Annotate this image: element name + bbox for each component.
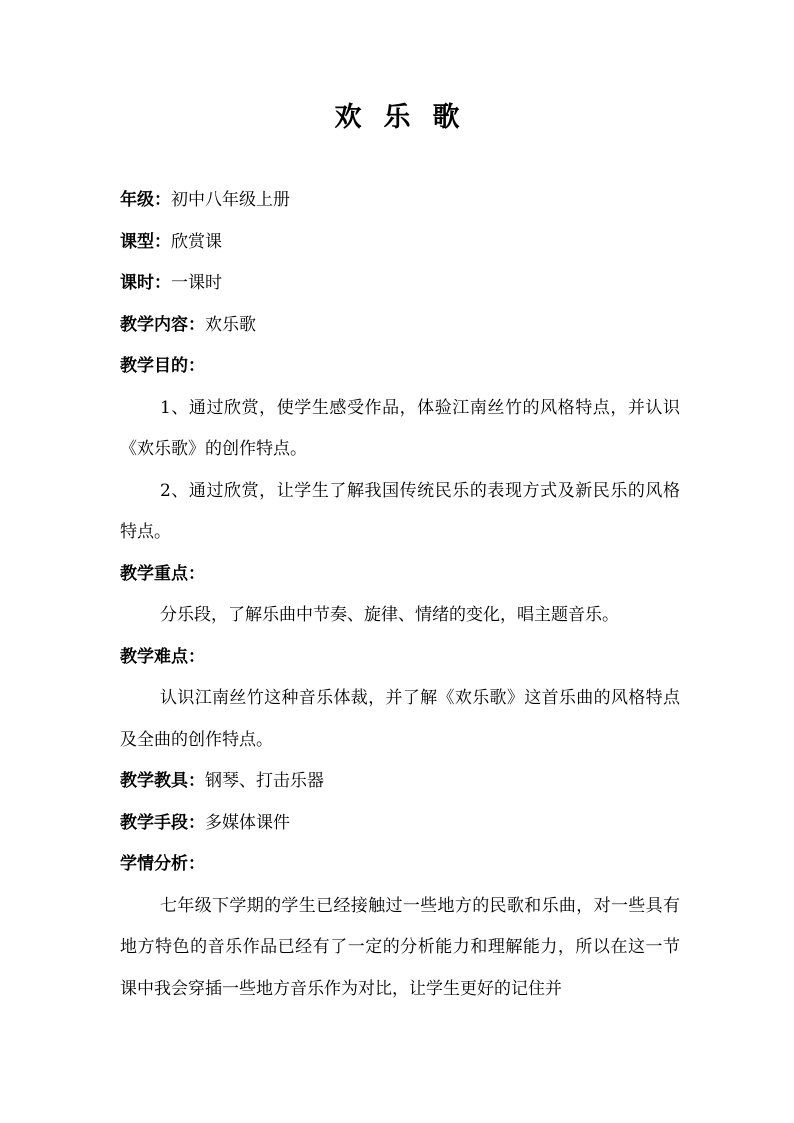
field-grade (120, 180, 680, 222)
lesson-type-value: 欣赏课 (171, 231, 222, 252)
field-content (120, 305, 680, 347)
field-tools (120, 761, 680, 803)
objective-item: 2、通过欣赏，让学生了解我国传统民乐的表现方式及新民乐的风格特点。 (120, 480, 680, 542)
key-points-text: 分乐段，了解乐曲中节奏、旋律、情绪的变化，唱主题音乐。 (160, 605, 619, 625)
grade-label: 年级： (120, 190, 171, 210)
objectives-heading (120, 346, 680, 388)
objectives-label: 教学目的： (120, 356, 205, 376)
difficulties-heading (120, 637, 680, 679)
class-hours-value: 一课时 (171, 273, 222, 293)
tools-value: 钢琴、打击乐器 (205, 771, 324, 791)
key-points-label: 教学重点： (120, 563, 205, 584)
field-means (120, 803, 680, 845)
lesson-type-label: 课型： (120, 231, 171, 252)
difficulties-text: 认识江南丝竹这种音乐体裁，并了解《欢乐歌》这首乐曲的风格特点及全曲的创作特点。 (120, 688, 680, 750)
analysis-heading (120, 844, 680, 886)
analysis-text: 七年级下学期的学生已经接触过一些地方的民歌和乐曲，对一些具有地方特色的音乐作品已经有了一定的分析能力和理解能力，所以在这一节课中我会穿插一些地方音乐作为对比，让学生更好的记住并 (120, 895, 680, 999)
key-points-heading (120, 554, 680, 596)
page-title: 欢乐歌 (334, 102, 482, 133)
means-label: 教学手段： (120, 812, 205, 833)
difficulties-label: 教学难点： (120, 646, 205, 667)
content-label: 教学内容： (120, 314, 205, 335)
field-lesson-type (120, 222, 680, 264)
grade-value: 初中八年级上册 (171, 190, 290, 210)
analysis-label: 学情分析： (120, 854, 205, 874)
content-value: 欢乐歌 (205, 314, 256, 335)
means-value: 多媒体课件 (205, 812, 290, 833)
document-body (120, 180, 680, 1010)
tools-label: 教学教具： (120, 771, 205, 791)
field-class-hours (120, 263, 680, 305)
class-hours-label: 课时： (120, 273, 171, 293)
objective-item: 1、通过欣赏，使学生感受作品，体验江南丝竹的风格特点，并认识《欢乐歌》的创作特点。 (120, 397, 680, 459)
